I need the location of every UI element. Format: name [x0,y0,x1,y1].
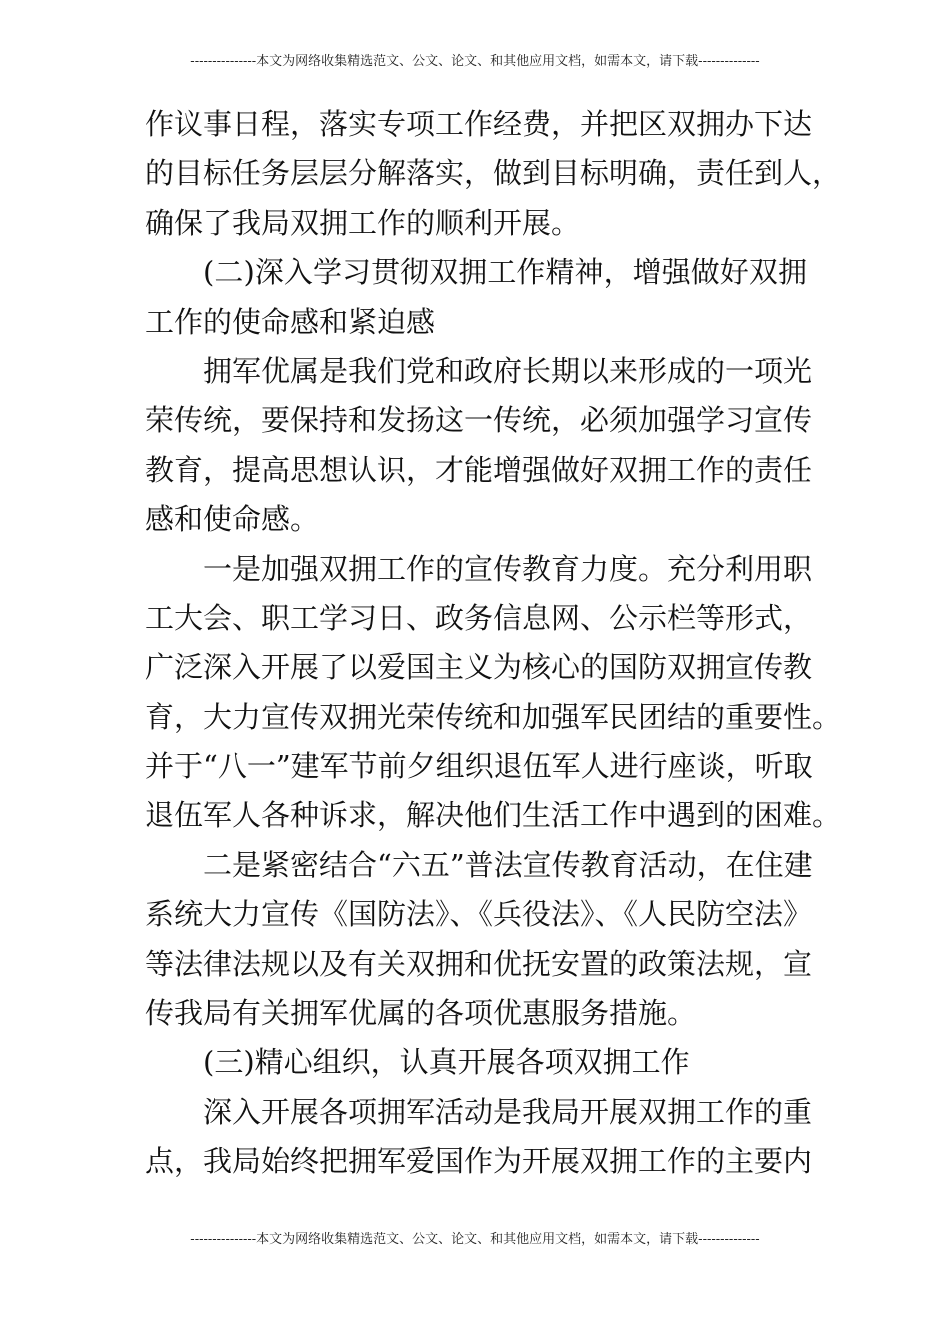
text-line: 育，大力宣传双拥光荣传统和加强军民团结的重要性。 [145,699,842,734]
section-heading: (三)精心组织，认真开展各项双拥工作 [203,1045,690,1080]
text-line: 教育，提高思想认识，才能增强做好双拥工作的责任 [145,452,813,487]
text-line: 系统大力宣传《国防法》、《兵役法》、《人民防空法》 [145,897,813,932]
text-line: 等法律法规以及有关双拥和优抚安置的政策法规，宣 [145,946,813,981]
footer-note: ---------------本文为网络收集精选范文、公文、论文、和其他应用文档，如需本文，请下载-------------- [190,1232,760,1247]
text-line: 退伍军人各种诉求，解决他们生活工作中遇到的困难。 [145,798,842,833]
text-line: 二是紧密结合“六五”普法宣传教育活动，在住建 [203,847,813,882]
header-note: ---------------本文为网络收集精选范文、公文、论文、和其他应用文档，如需本文，请下载-------------- [190,54,760,69]
text-line: 感和使命感。 [145,502,320,537]
text-line: 确保了我局双拥工作的顺利开展。 [145,205,581,240]
text-line: 点，我局始终把拥军爱国作为开展双拥工作的主要内 [145,1144,813,1179]
text-line: 荣传统，要保持和发扬这一传统，必须加强学习宣传 [145,403,813,438]
section-heading: 工作的使命感和紧迫感 [145,304,436,339]
text-line: 的目标任务层层分解落实，做到目标明确，责任到人， [145,156,842,191]
text-line: 深入开展各项拥军活动是我局开展双拥工作的重 [203,1094,813,1129]
document-body [145,100,842,1187]
text-line: 作议事日程，落实专项工作经费，并把区双拥办下达 [145,107,813,141]
text-line: 拥军优属是我们党和政府长期以来形成的一项光 [203,353,813,388]
text-line: 并于“八一”建军节前夕组织退伍军人进行座谈，听取 [145,749,813,784]
text-line: 工大会、职工学习日、政务信息网、公示栏等形式， [145,600,813,635]
section-heading: (二)深入学习贯彻双拥工作精神，增强做好双拥 [203,255,807,290]
text-line: 广泛深入开展了以爱国主义为核心的国防双拥宣传教 [145,650,813,685]
text-line: 一是加强双拥工作的宣传教育力度。充分利用职 [203,551,813,586]
text-line: 传我局有关拥军优属的各项优惠服务措施。 [145,996,697,1031]
